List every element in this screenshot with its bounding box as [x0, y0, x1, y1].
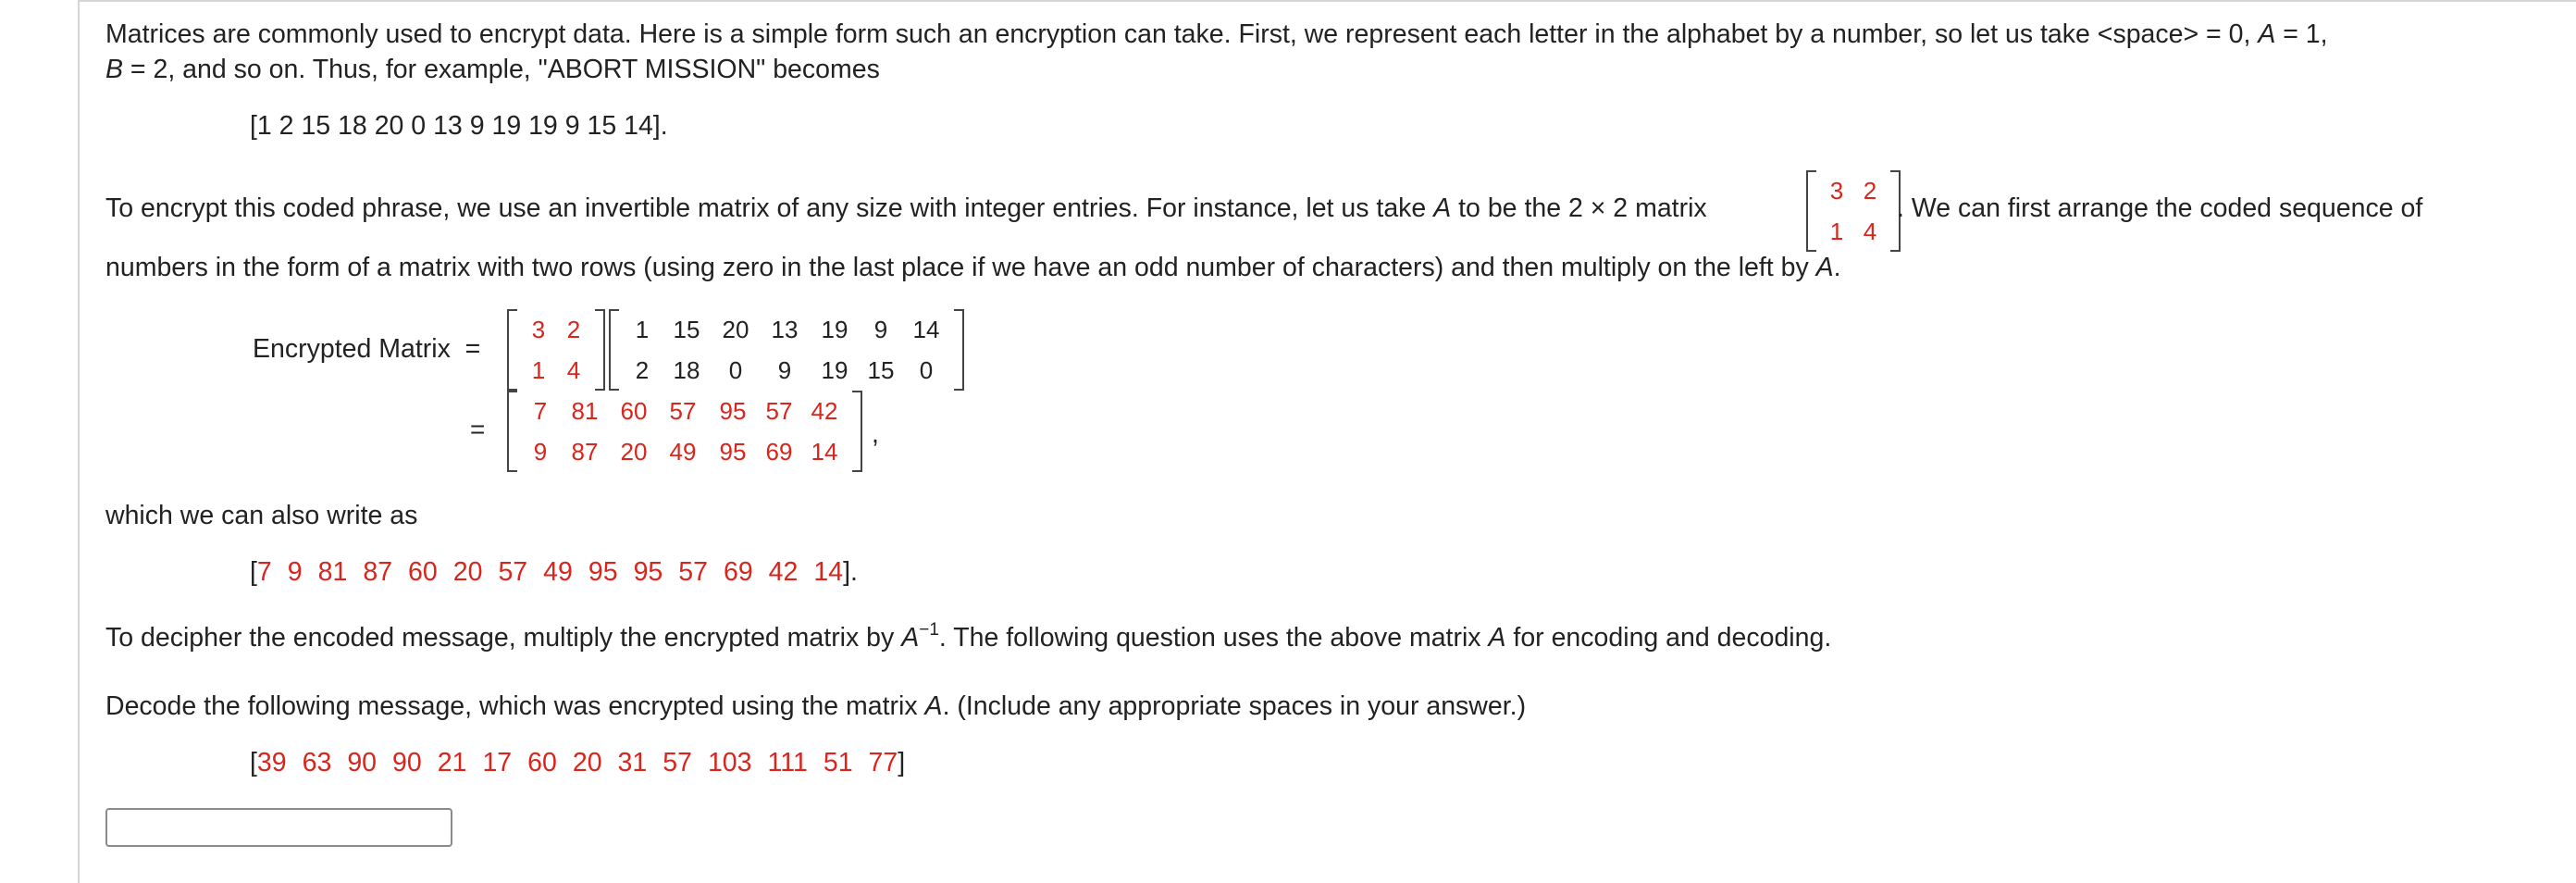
matrix-B-cell: 0: [728, 356, 743, 384]
encrypt-paragraph-line-1-end: . We can first arrange the coded sequence of: [1897, 193, 2423, 223]
matrix-result-cell: 42: [811, 397, 838, 425]
matrix-A-cell: 2: [566, 316, 581, 343]
encrypted-sequence-value: 69: [723, 557, 753, 587]
matrix-result-cell: 60: [620, 397, 648, 425]
matrix-B-cell: 0: [919, 356, 934, 384]
matrix-A-cell: 4: [1863, 218, 1877, 245]
encrypted-sequence-value: 57: [498, 557, 528, 587]
message-sequence-value: 90: [392, 748, 422, 777]
message-sequence-value: 31: [617, 748, 648, 777]
matrix-result-cell: 95: [719, 438, 747, 466]
matrix-result-cell: 49: [669, 438, 697, 466]
encrypted-sequence-value: 57: [678, 557, 708, 587]
matrix-B-cell: 13: [771, 316, 799, 343]
matrix-B-cell: 20: [722, 316, 749, 343]
matrix-B-cell: 19: [821, 356, 848, 384]
matrix-result-cell: 57: [669, 397, 697, 425]
matrix-result-cell: 14: [811, 438, 838, 466]
message-sequence-value: 90: [347, 748, 378, 777]
matrix-result-cell: 9: [533, 438, 548, 466]
encrypted-sequence-value: 95: [633, 557, 663, 587]
matrix-result-cell: 95: [719, 397, 747, 425]
matrix-B-cell: 1: [635, 316, 650, 343]
message-sequence-value: 103: [707, 748, 752, 777]
encrypted-sequence: [7 9 81 87 60 20 57 49 95 95 57 69 42 14].: [250, 557, 858, 587]
matrix-B-cell: 19: [821, 316, 848, 343]
encrypted-sequence-value: 7: [256, 557, 272, 587]
message-sequence-value: 39: [256, 748, 287, 777]
encrypted-matrix-label: Encrypted Matrix =: [253, 334, 481, 364]
message-sequence-value: 21: [437, 748, 467, 777]
matrix-B-cell: 9: [873, 316, 888, 343]
matrix-coded: [609, 309, 964, 391]
result-comma: ,: [872, 419, 879, 449]
decode-instruction: Decode the following message, which was encrypted using the matrix A. (Include any appropriate spaces in your answer.): [105, 691, 1527, 721]
equals-sign: =: [470, 415, 486, 443]
message-sequence-value: 111: [767, 748, 808, 777]
encrypted-sequence-value: 60: [408, 557, 438, 587]
matrix-result-cell: 57: [765, 397, 793, 425]
message-sequence-value: 63: [302, 748, 332, 777]
matrix-A-cell: 3: [531, 316, 546, 343]
encrypted-sequence-value: 20: [452, 557, 483, 587]
intro-line-1: Matrices are commonly used to encrypt data. Here is a simple form such an encryption can take. First, we represent each letter in the alphabet by a number, so let us take <space> = 0, A = 1,: [105, 19, 2328, 49]
matrix-B-cell: 2: [635, 356, 650, 384]
encrypt-paragraph-line-1: To encrypt this coded phrase, we use an invertible matrix of any size with integer entries. For instance, let us take A to be the 2 × 2 matrix: [105, 193, 1707, 223]
encrypted-sequence-value: 9: [287, 557, 303, 587]
matrix-B-cell: 18: [673, 356, 700, 384]
matrix-A-cell: 2: [1863, 177, 1877, 205]
matrix-result-cell: 20: [620, 438, 648, 466]
encrypted-sequence-value: 95: [588, 557, 618, 587]
matrix-B-cell: 15: [673, 316, 700, 343]
encrypted-sequence-value: 42: [768, 557, 799, 587]
matrix-B-cell: 15: [867, 356, 895, 384]
matrix-result-cell: 81: [571, 397, 599, 425]
message-sequence-value: 20: [572, 748, 602, 777]
matrix-a: [507, 309, 605, 391]
decipher-paragraph: To decipher the encoded message, multiply the encrypted matrix by $A^{-1}$. The following question uses the above matrix A for encoding and decoding.: [105, 620, 1832, 653]
matrix-B-cell: 9: [777, 356, 792, 384]
coded-sequence: [1 2 15 18 20 0 13 9 19 19 9 15 14].: [250, 111, 668, 141]
message-sequence-value: 60: [527, 748, 557, 777]
matrix-B-cell: 14: [912, 316, 940, 343]
matrix-A-cell: 3: [1829, 177, 1844, 205]
matrix-A-cell: 4: [566, 356, 581, 384]
matrix-result-cell: 7: [533, 397, 548, 425]
matrix-result-cell: 87: [571, 438, 599, 466]
inline-matrix-a: [1806, 170, 1901, 252]
encrypted-sequence-value: 87: [363, 557, 393, 587]
message-sequence-value: 77: [868, 748, 898, 777]
message-sequence-value: 17: [482, 748, 513, 777]
encrypted-sequence-value: 49: [543, 557, 573, 587]
encrypted-sequence-value: 81: [317, 557, 348, 587]
answer-input[interactable]: [105, 808, 452, 847]
message-sequence-value: 57: [663, 748, 692, 777]
intro-line-2: B = 2, and so on. Thus, for example, "ABORT MISSION" becomes: [105, 55, 880, 84]
matrix-result-cell: 69: [765, 438, 793, 466]
matrix-A-cell: 1: [1829, 218, 1844, 245]
message-sequence-value: 51: [823, 748, 853, 777]
message-sequence: [39 63 90 90 21 17 60 20 31 57 103 111 51 77]: [250, 748, 906, 777]
matrix-result: [507, 391, 862, 472]
which-text: which we can also write as: [105, 501, 418, 530]
encrypted-sequence-value: 14: [813, 557, 844, 587]
encrypt-paragraph-line-2: numbers in the form of a matrix with two rows (using zero in the last place if we have an odd number of characters) and then multiply on the left by A.: [105, 253, 1841, 282]
matrix-A-cell: 1: [531, 356, 546, 384]
